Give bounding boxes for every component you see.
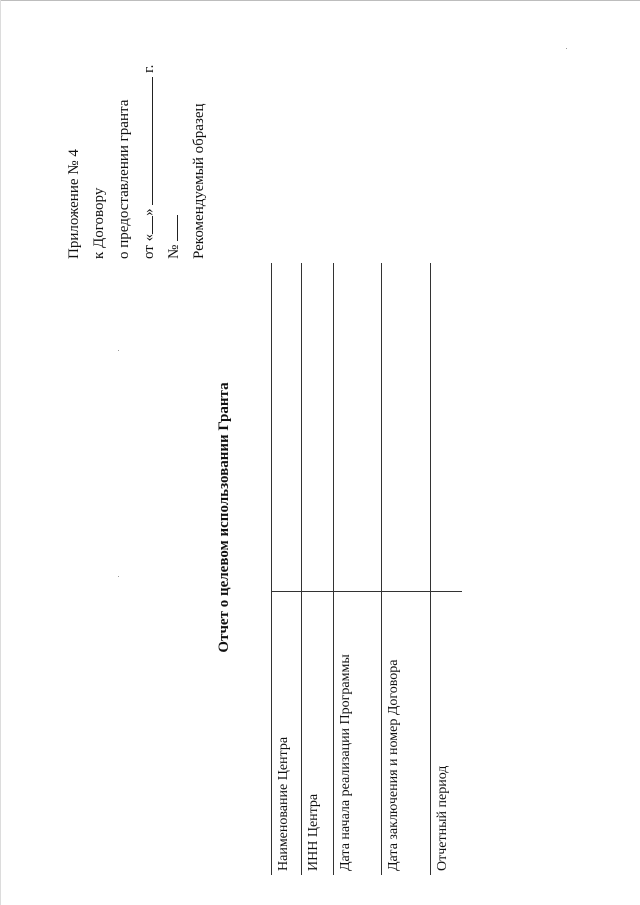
row-label-program-start: Дата начала реализации Программы bbox=[334, 592, 382, 876]
appendix-number-line bbox=[162, 0, 187, 259]
report-title bbox=[216, 0, 233, 905]
date-prefix: от « bbox=[141, 233, 157, 259]
table-row bbox=[334, 263, 382, 875]
number-prefix: № bbox=[166, 244, 182, 259]
month-year-blank bbox=[139, 77, 153, 205]
appendix-grant-ref: о предоставлении гранта bbox=[116, 99, 132, 259]
row-value-inn[interactable] bbox=[302, 263, 334, 592]
number-blank bbox=[164, 215, 178, 241]
row-value-program-start[interactable] bbox=[334, 263, 382, 592]
row-label-contract: Дата заключения и номер Договора bbox=[382, 592, 431, 876]
appendix-date-line bbox=[137, 0, 162, 259]
table-row bbox=[431, 263, 463, 875]
sample-note: Рекомендуемый образец bbox=[191, 103, 207, 259]
day-blank bbox=[139, 216, 153, 234]
date-mid: » bbox=[141, 208, 157, 216]
row-label-period: Отчетный период bbox=[431, 592, 463, 876]
appendix-number: Приложение № 4 bbox=[66, 149, 82, 259]
table-row bbox=[382, 263, 431, 875]
table-row bbox=[272, 263, 302, 875]
row-value-contract[interactable] bbox=[382, 263, 431, 592]
appendix-header bbox=[62, 0, 212, 259]
row-value-period[interactable] bbox=[431, 263, 463, 592]
report-table bbox=[271, 263, 462, 875]
row-label-center-name: Наименование Центра bbox=[272, 592, 302, 876]
table-row bbox=[302, 263, 334, 875]
date-suffix: г. bbox=[141, 64, 157, 73]
report-title-text: Отчет о целевом использовании Гранта bbox=[216, 382, 232, 653]
row-label-inn: ИНН Центра bbox=[302, 592, 334, 876]
appendix-contract-ref: к Договору bbox=[91, 187, 107, 259]
row-value-center-name[interactable] bbox=[272, 263, 302, 592]
